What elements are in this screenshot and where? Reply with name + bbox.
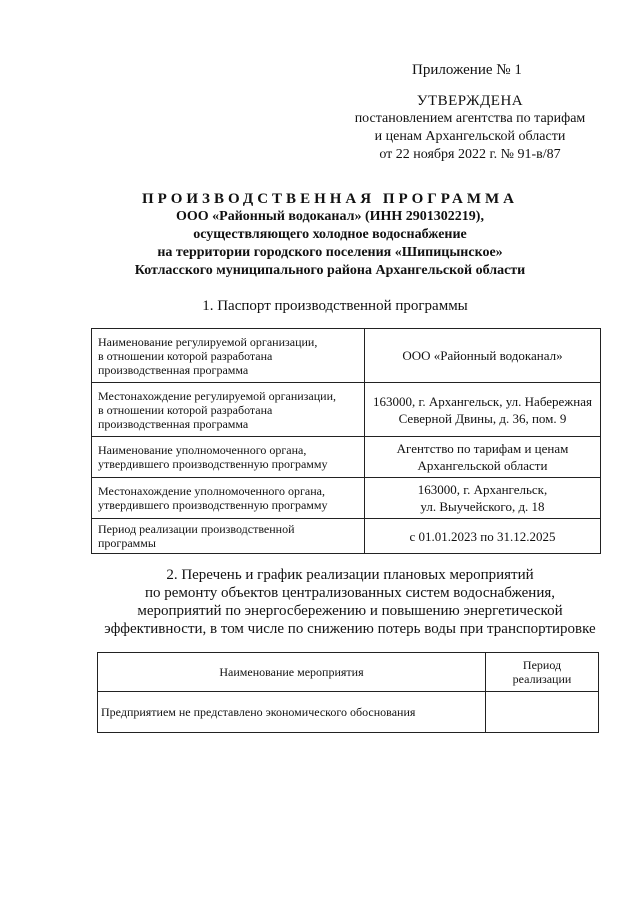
label-line: программы [98,536,156,550]
value-line: 163000, г. Архангельск, ул. Набережная [373,393,592,409]
section-2-heading [90,566,610,638]
passport-value [365,383,601,437]
label-line: Наименование регулируемой организации, [98,334,318,349]
heading-line: 2. Перечень и график реализации плановых мероприятий [166,567,534,583]
title-line: Котласского муниципального района Архангельской области [134,263,526,278]
passport-value [365,329,601,383]
passport-label [92,383,365,437]
label-line: Период реализации производственной [98,522,295,536]
value-line: ООО «Районный водоканал» [402,348,563,363]
value-line: ул. Выучейского, д. 18 [420,499,545,514]
annex-label: Приложение № 1 [412,62,522,78]
table-row [98,692,599,733]
label-line: Местонахождение регулируемой организации, [98,388,337,403]
label-line: в отношении которой разработана [98,348,273,363]
approval-line: и ценам Архангельской области [374,129,566,144]
label-line: утвердившего производственную программу [98,457,328,471]
section-1-heading: 1. Паспорт производственной программы [202,298,468,314]
document-title [80,190,580,280]
passport-table [91,328,601,554]
label-line: производственная программа [98,362,249,377]
title-line: на территории городского поселения «Шипицынское» [157,245,503,260]
passport-value [365,519,601,554]
table-header-row [98,653,599,692]
approval-title: УТВЕРЖДЕНА [416,93,524,109]
label-line: Наименование уполномоченного органа, [98,443,307,457]
column-header-name: Наименование мероприятия [98,653,486,692]
value-line: Северной Двины, д. 36, пом. 9 [398,410,567,426]
events-table [97,652,599,733]
label-line: Местонахождение уполномоченного органа, [98,484,325,498]
passport-value [365,478,601,519]
value-line: 163000, г. Архангельск, [417,482,548,497]
passport-value [365,437,601,478]
approval-line: от 22 ноября 2022 г. № 91-в/87 [379,147,561,162]
title-line: ООО «Районный водоканал» (ИНН 2901302219), [176,209,484,224]
event-name-cell: Предприятием не представлено экономического обоснования [98,692,486,733]
table-row [92,519,601,554]
table-row [92,329,601,383]
approval-line: постановлением агентства по тарифам [354,111,586,126]
value-line: Архангельской области [417,458,548,473]
event-period-cell [486,692,599,733]
column-header-period [486,653,599,692]
heading-line: эффективности, в том числе по снижению потерь воды при транспортировке [104,621,596,637]
approval-stamp [330,92,610,164]
heading-line: мероприятий по энергосбережению и повышению энергетической [137,603,563,619]
value-line: с 01.01.2023 по 31.12.2025 [409,528,556,544]
label-line: утвердившего производственную программу [98,498,328,512]
header-line: реализации [512,672,572,686]
label-line: производственная программа [98,416,249,431]
passport-label [92,437,365,478]
title-line: осуществляющего холодное водоснабжение [193,227,467,242]
label-line: в отношении которой разработана [98,402,273,417]
value-line: Агентство по тарифам и ценам [396,441,569,456]
table-row [92,478,601,519]
table-row [92,383,601,437]
program-title: ПРОИЗВОДСТВЕННАЯ ПРОГРАММА [141,191,518,207]
passport-label [92,519,365,554]
header-line: Период [522,658,562,672]
heading-line: по ремонту объектов централизованных систем водоснабжения, [144,585,555,601]
table-row [92,437,601,478]
passport-label [92,329,365,383]
passport-label [92,478,365,519]
